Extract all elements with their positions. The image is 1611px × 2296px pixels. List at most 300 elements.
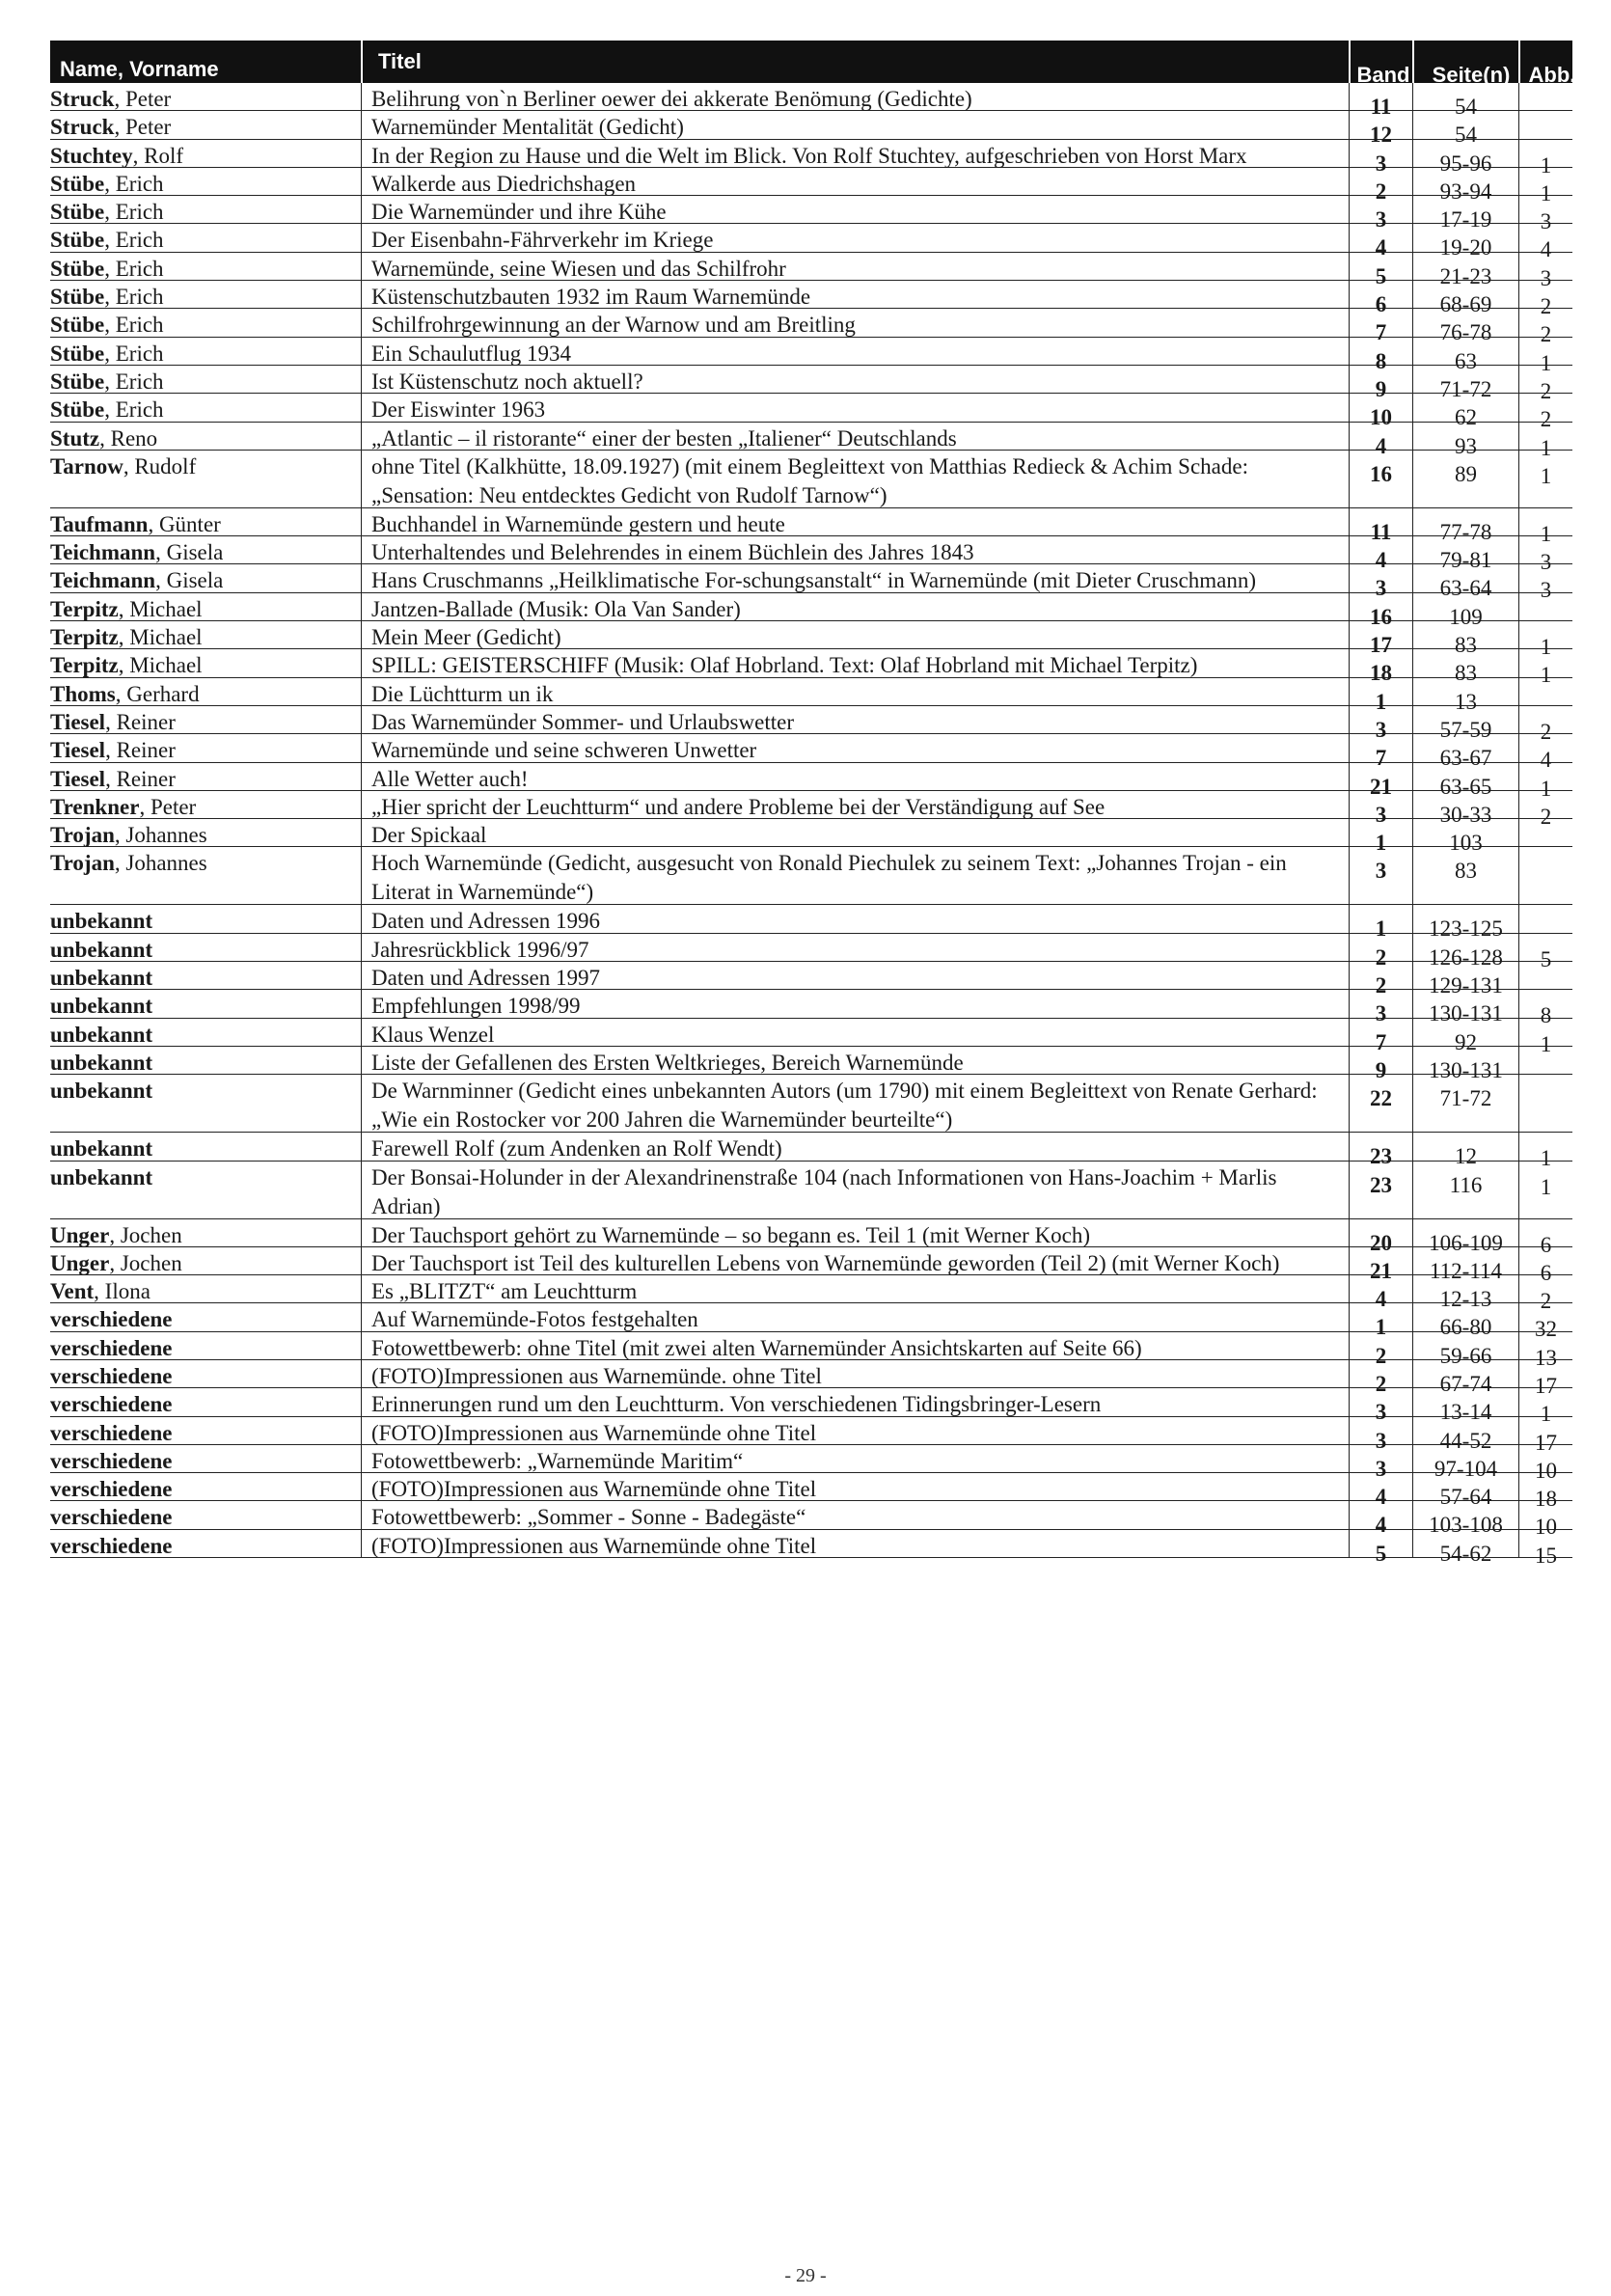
table-row	[50, 1501, 1572, 1540]
title-cell: „Atlantic – il ristorante“ einer der besten „Italiener“ Deutschlands	[361, 423, 1345, 450]
author-surname: Tiesel	[50, 766, 106, 791]
author-cell	[50, 224, 359, 251]
pages-cell: 13	[1412, 678, 1518, 705]
author-cell	[50, 1530, 359, 1557]
title-cell: Farewell Rolf (zum Andenken an Rolf Wendt)	[361, 1133, 1345, 1160]
band-cell: 23	[1349, 1133, 1412, 1160]
title-cell: Daten und Adressen 1996	[361, 905, 1345, 932]
author-surname: Tiesel	[50, 738, 106, 763]
author-surname: verschiedene	[50, 1363, 173, 1388]
table-row	[50, 905, 1572, 942]
title-cell: Ist Küstenschutz noch aktuell?	[361, 366, 1345, 393]
author-cell	[50, 536, 359, 563]
band-cell: 17	[1349, 621, 1412, 648]
band-cell: 22	[1349, 1075, 1412, 1132]
header-name: Name, Vorname	[60, 57, 219, 81]
table-row	[50, 1388, 1572, 1427]
author-firstname: , Erich	[104, 228, 164, 253]
figures-cell: 1	[1518, 1388, 1572, 1415]
table-row	[50, 962, 1572, 998]
band-cell: 9	[1349, 1047, 1412, 1074]
title-cell: Ein Schaulutflug 1934	[361, 338, 1345, 365]
author-firstname: , Erich	[104, 171, 164, 196]
author-cell	[50, 934, 359, 961]
title-cell: Der Eiswinter 1963	[361, 394, 1345, 421]
table-row	[50, 791, 1572, 829]
title-cell: Fotowettbewerb: ohne Titel (mit zwei alten Warnemünder Ansichtskarten auf Seite 66)	[361, 1332, 1345, 1359]
pages-cell: 109	[1412, 593, 1518, 620]
title-cell: Jahresrückblick 1996/97	[361, 934, 1345, 961]
author-cell	[50, 196, 359, 223]
figures-cell: 2	[1518, 791, 1572, 818]
band-cell: 4	[1349, 1473, 1412, 1500]
author-firstname: , Gisela	[155, 568, 224, 593]
author-firstname: , Jochen	[109, 1222, 182, 1247]
figures-cell	[1518, 678, 1572, 705]
band-cell: 18	[1349, 649, 1412, 676]
title-cell: Schilfrohrgewinnung an der Warnow und am Breitling	[361, 309, 1345, 336]
author-cell	[50, 1388, 359, 1415]
title-cell: Der Tauchsport ist Teil des kulturellen Lebens von Warnemünde geworden (Teil 2) (mit Werner Koch)	[361, 1247, 1345, 1274]
author-surname: unbekannt	[50, 1050, 153, 1075]
pages-cell: 93	[1412, 423, 1518, 450]
figures-cell: 17	[1518, 1417, 1572, 1444]
author-surname: Vent	[50, 1279, 95, 1304]
author-cell	[50, 111, 359, 138]
author-cell	[50, 1303, 359, 1330]
author-surname: Struck	[50, 115, 115, 140]
figures-cell: 2	[1518, 366, 1572, 393]
figures-cell: 3	[1518, 536, 1572, 563]
author-cell	[50, 1473, 359, 1500]
author-surname: Stübe	[50, 256, 105, 281]
band-cell: 4	[1349, 1501, 1412, 1528]
table-row	[50, 536, 1572, 575]
pages-cell: 123-125	[1412, 905, 1518, 932]
author-surname: Stuchtey	[50, 143, 133, 168]
title-cell: Empfehlungen 1998/99	[361, 990, 1345, 1017]
band-cell: 2	[1349, 934, 1412, 961]
band-cell: 4	[1349, 1275, 1412, 1302]
figures-cell: 2	[1518, 706, 1572, 733]
pages-cell: 30-33	[1412, 791, 1518, 818]
page-number: - 29 -	[784, 2265, 827, 2286]
author-surname: Terpitz	[50, 596, 119, 621]
header-divider	[1518, 41, 1520, 83]
title-cell: (FOTO)Impressionen aus Warnemünde ohne Titel	[361, 1530, 1345, 1557]
pages-cell: 83	[1412, 621, 1518, 648]
author-firstname: , Gisela	[155, 540, 224, 565]
figures-cell: 17	[1518, 1360, 1572, 1387]
author-firstname: , Erich	[104, 341, 164, 366]
title-cell: Fotowettbewerb: „Warnemünde Maritim“	[361, 1445, 1345, 1472]
band-cell: 11	[1349, 508, 1412, 535]
band-cell: 3	[1349, 1388, 1412, 1415]
author-cell	[50, 1332, 359, 1359]
author-firstname: , Michael	[118, 625, 203, 650]
author-cell	[50, 253, 359, 280]
band-cell: 3	[1349, 791, 1412, 818]
pages-cell: 97-104	[1412, 1445, 1518, 1472]
title-cell: Die Warnemünder und ihre Kühe	[361, 196, 1345, 223]
author-surname: Teichmann	[50, 540, 156, 565]
pages-cell: 79-81	[1412, 536, 1518, 563]
pages-cell: 19-20	[1412, 224, 1518, 251]
table-header	[50, 41, 1576, 87]
table-row	[50, 423, 1572, 460]
title-cell: Buchhandel in Warnemünde gestern und heute	[361, 508, 1345, 535]
table-row	[50, 366, 1572, 403]
pages-cell: 12-13	[1412, 1275, 1518, 1302]
title-cell: Daten und Adressen 1997	[361, 962, 1345, 989]
band-cell: 9	[1349, 366, 1412, 393]
author-cell	[50, 990, 359, 1017]
title-cell: Mein Meer (Gedicht)	[361, 621, 1345, 648]
band-cell: 3	[1349, 1445, 1412, 1472]
table-row	[50, 281, 1572, 319]
author-firstname: , Michael	[118, 596, 203, 621]
title-cell: De Warnminner (Gedicht eines unbekannten Autors (um 1790) mit einem Begleittext von Renate Gerhard: „Wie ein Rostocker vor 200 Jahren die Warnemünder beurteilte“)	[361, 1075, 1345, 1132]
table-row	[50, 168, 1572, 205]
band-cell: 2	[1349, 962, 1412, 989]
figures-cell: 13	[1518, 1332, 1572, 1359]
band-cell: 16	[1349, 593, 1412, 620]
figures-cell: 1	[1518, 140, 1572, 167]
author-firstname: , Rolf	[132, 143, 184, 168]
author-surname: unbekannt	[50, 966, 153, 991]
figures-cell	[1518, 111, 1572, 138]
author-cell	[50, 508, 359, 535]
band-cell: 1	[1349, 905, 1412, 932]
title-cell: Küstenschutzbauten 1932 im Raum Warnemünde	[361, 281, 1345, 308]
figures-cell: 32	[1518, 1303, 1572, 1330]
author-cell	[50, 1360, 359, 1387]
author-surname: Stübe	[50, 313, 105, 338]
figures-cell: 1	[1518, 168, 1572, 195]
figures-cell: 15	[1518, 1530, 1572, 1557]
band-cell: 7	[1349, 309, 1412, 336]
band-cell: 3	[1349, 990, 1412, 1017]
pages-cell: 95-96	[1412, 140, 1518, 167]
title-cell: Warnemünder Mentalität (Gedicht)	[361, 111, 1345, 138]
table-row	[50, 394, 1572, 432]
figures-cell: 1	[1518, 1162, 1572, 1218]
band-cell: 21	[1349, 1247, 1412, 1274]
author-firstname: , Gerhard	[115, 681, 200, 706]
band-cell: 21	[1349, 763, 1412, 790]
author-firstname: , Reno	[99, 425, 158, 451]
author-surname: Stübe	[50, 200, 105, 225]
author-surname: Struck	[50, 87, 115, 111]
pages-cell: 57-64	[1412, 1473, 1518, 1500]
band-cell: 10	[1349, 394, 1412, 421]
figures-cell: 2	[1518, 281, 1572, 308]
figures-cell: 10	[1518, 1445, 1572, 1472]
table-row	[50, 763, 1572, 801]
author-cell	[50, 1445, 359, 1472]
author-cell	[50, 791, 359, 818]
pages-cell: 71-72	[1412, 1075, 1518, 1132]
author-cell	[50, 1247, 359, 1274]
pages-cell: 63-67	[1412, 734, 1518, 761]
author-surname: verschiedene	[50, 1477, 173, 1502]
figures-cell: 1	[1518, 1133, 1572, 1160]
author-cell	[50, 1075, 359, 1132]
title-cell: Das Warnemünder Sommer- und Urlaubswetter	[361, 706, 1345, 733]
pages-cell: 112-114	[1412, 1247, 1518, 1274]
pages-cell: 106-109	[1412, 1219, 1518, 1246]
header-seite: Seite(n)	[1432, 63, 1511, 87]
header-divider	[361, 41, 363, 83]
author-surname: unbekannt	[50, 1164, 153, 1189]
author-cell	[50, 366, 359, 393]
figures-cell: 6	[1518, 1247, 1572, 1274]
author-surname: Terpitz	[50, 625, 119, 650]
table-row	[50, 111, 1572, 148]
table-row	[50, 1133, 1572, 1171]
author-firstname: , Erich	[104, 256, 164, 281]
pages-cell: 59-66	[1412, 1332, 1518, 1359]
author-firstname: , Peter	[114, 115, 172, 140]
table-row	[50, 649, 1572, 688]
band-cell: 7	[1349, 734, 1412, 761]
title-cell: Unterhaltendes und Belehrendes in einem Büchlein des Jahres 1843	[361, 536, 1345, 563]
author-cell	[50, 1501, 359, 1528]
author-surname: verschiedene	[50, 1505, 173, 1530]
table-row	[50, 1473, 1572, 1512]
author-firstname: , Günter	[148, 511, 221, 536]
author-cell	[50, 83, 359, 110]
pages-cell: 62	[1412, 394, 1518, 421]
pages-cell: 77-78	[1412, 508, 1518, 535]
author-surname: Trojan	[50, 851, 115, 876]
title-cell: (FOTO)Impressionen aus Warnemünde. ohne Titel	[361, 1360, 1345, 1387]
author-cell	[50, 593, 359, 620]
figures-cell	[1518, 962, 1572, 989]
figures-cell: 18	[1518, 1473, 1572, 1500]
figures-cell: 2	[1518, 1275, 1572, 1302]
author-surname: Terpitz	[50, 653, 119, 678]
title-cell: Die Lüchtturm un ik	[361, 678, 1345, 705]
title-cell: Erinnerungen rund um den Leuchtturm. Von verschiedenen Tidingsbringer-Lesern	[361, 1388, 1345, 1415]
band-cell: 1	[1349, 678, 1412, 705]
author-surname: unbekannt	[50, 937, 153, 962]
pages-cell: 130-131	[1412, 990, 1518, 1017]
author-cell	[50, 706, 359, 733]
author-firstname: , Ilona	[94, 1279, 150, 1304]
header-band: Band	[1356, 63, 1410, 87]
pages-cell: 83	[1412, 847, 1518, 904]
figures-cell: 6	[1518, 1219, 1572, 1246]
pages-cell: 67-74	[1412, 1360, 1518, 1387]
band-cell: 3	[1349, 1417, 1412, 1444]
figures-cell: 8	[1518, 990, 1572, 1017]
table-row	[50, 706, 1572, 744]
title-cell: Der Bonsai-Holunder in der Alexandrinenstraße 104 (nach Informationen von Hans-Joachim + Marlis Adrian)	[361, 1162, 1345, 1218]
author-cell	[50, 451, 359, 507]
title-cell: Fotowettbewerb: „Sommer - Sonne - Badegäste“	[361, 1501, 1345, 1528]
table-row	[50, 1162, 1572, 1219]
author-cell	[50, 1275, 359, 1302]
pages-cell: 54	[1412, 83, 1518, 110]
author-cell	[50, 281, 359, 308]
author-firstname: , Reiner	[105, 766, 176, 791]
author-firstname: , Rudolf	[123, 453, 197, 478]
title-cell: ohne Titel (Kalkhütte, 18.09.1927) (mit einem Begleittext von Matthias Redieck & Achim Schade: „Sensation: Neu entdecktes Gedicht von Rudolf Tarnow“)	[361, 451, 1345, 507]
author-cell	[50, 678, 359, 705]
figures-cell: 1	[1518, 763, 1572, 790]
title-cell: Der Eisenbahn-Fährverkehr im Kriege	[361, 224, 1345, 251]
table-row	[50, 451, 1572, 508]
author-surname: Stutz	[50, 425, 100, 451]
author-firstname: , Johannes	[114, 851, 207, 876]
table-row	[50, 224, 1572, 262]
author-cell	[50, 1133, 359, 1160]
table-row	[50, 990, 1572, 1028]
figures-cell: 3	[1518, 564, 1572, 591]
table-row	[50, 1360, 1572, 1398]
author-surname: verschiedene	[50, 1392, 173, 1417]
table-row	[50, 1219, 1572, 1257]
author-surname: Stübe	[50, 397, 105, 423]
pages-cell: 63-65	[1412, 763, 1518, 790]
band-cell: 5	[1349, 253, 1412, 280]
figures-cell: 1	[1518, 1019, 1572, 1046]
figures-cell: 1	[1518, 423, 1572, 450]
figures-cell: 3	[1518, 196, 1572, 223]
author-surname: unbekannt	[50, 1022, 153, 1047]
title-cell: Liste der Gefallenen des Ersten Weltkrieges, Bereich Warnemünde	[361, 1047, 1345, 1074]
author-surname: Trojan	[50, 823, 115, 848]
pages-cell: 68-69	[1412, 281, 1518, 308]
band-cell: 4	[1349, 224, 1412, 251]
author-surname: Tarnow	[50, 453, 123, 478]
figures-cell	[1518, 905, 1572, 932]
author-firstname: , Michael	[118, 653, 203, 678]
author-surname: Unger	[50, 1222, 110, 1247]
band-cell: 2	[1349, 168, 1412, 195]
table-row	[50, 593, 1572, 629]
header-titel: Titel	[378, 49, 422, 73]
figures-cell: 2	[1518, 394, 1572, 421]
author-surname: Teichmann	[50, 568, 156, 593]
title-cell: Belihrung von`n Berliner oewer dei akkerate Benömung (Gedichte)	[361, 83, 1345, 110]
author-firstname: , Erich	[104, 285, 164, 310]
pages-cell: 12	[1412, 1133, 1518, 1160]
author-cell	[50, 819, 359, 846]
author-cell	[50, 168, 359, 195]
band-cell: 7	[1349, 1019, 1412, 1046]
author-surname: unbekannt	[50, 1079, 153, 1104]
pages-cell: 126-128	[1412, 934, 1518, 961]
band-cell: 11	[1349, 83, 1412, 110]
author-cell	[50, 649, 359, 676]
header-divider	[1412, 41, 1414, 83]
figures-cell	[1518, 819, 1572, 846]
band-cell: 1	[1349, 1303, 1412, 1330]
title-cell: Jantzen-Ballade (Musik: Ola Van Sander)	[361, 593, 1345, 620]
author-cell	[50, 338, 359, 365]
figures-cell	[1518, 83, 1572, 110]
author-surname: Taufmann	[50, 511, 149, 536]
pages-cell: 92	[1412, 1019, 1518, 1046]
title-cell: „Hier spricht der Leuchtturm“ und andere Probleme bei der Verständigung auf See	[361, 791, 1345, 818]
figures-cell: 1	[1518, 451, 1572, 507]
author-cell	[50, 905, 359, 932]
author-firstname: , Reiner	[105, 709, 176, 734]
band-cell: 6	[1349, 281, 1412, 308]
figures-cell: 4	[1518, 224, 1572, 251]
table-row	[50, 1530, 1572, 1568]
author-firstname: , Jochen	[109, 1250, 182, 1275]
table-row	[50, 1275, 1572, 1314]
author-surname: Trenkner	[50, 794, 140, 819]
table-row	[50, 1445, 1572, 1483]
pages-cell: 83	[1412, 649, 1518, 676]
pages-cell: 66-80	[1412, 1303, 1518, 1330]
title-cell: (FOTO)Impressionen aus Warnemünde ohne Titel	[361, 1473, 1345, 1500]
band-cell: 4	[1349, 423, 1412, 450]
figures-cell: 5	[1518, 934, 1572, 961]
author-firstname: , Erich	[104, 313, 164, 338]
figures-cell: 1	[1518, 508, 1572, 535]
author-cell	[50, 309, 359, 336]
author-cell	[50, 1219, 359, 1246]
table-row	[50, 140, 1572, 178]
author-surname: Stübe	[50, 171, 105, 196]
band-cell: 1	[1349, 819, 1412, 846]
author-surname: verschiedene	[50, 1307, 173, 1332]
table-row	[50, 196, 1572, 234]
figures-cell	[1518, 593, 1572, 620]
band-cell: 5	[1349, 1530, 1412, 1557]
author-surname: verschiedene	[50, 1448, 173, 1473]
band-cell: 12	[1349, 111, 1412, 138]
title-cell: Hans Cruschmanns „Heilklimatische For-schungsanstalt“ in Warnemünde (mit Dieter Cruschmann)	[361, 564, 1345, 591]
author-firstname: , Reiner	[105, 738, 176, 763]
author-surname: Unger	[50, 1250, 110, 1275]
band-cell: 20	[1349, 1219, 1412, 1246]
pages-cell: 103	[1412, 819, 1518, 846]
band-cell: 8	[1349, 338, 1412, 365]
author-surname: Tiesel	[50, 709, 106, 734]
author-firstname: , Peter	[139, 794, 197, 819]
table-row	[50, 934, 1572, 971]
table-row	[50, 1303, 1572, 1342]
pages-cell: 89	[1412, 451, 1518, 507]
table-row	[50, 1332, 1572, 1370]
table-row	[50, 83, 1572, 119]
pages-cell: 63-64	[1412, 564, 1518, 591]
pages-cell: 54	[1412, 111, 1518, 138]
author-surname: unbekannt	[50, 1136, 153, 1162]
title-cell: Hoch Warnemünde (Gedicht, ausgesucht von Ronald Piechulek zu seinem Text: „Johannes Trojan - ein Literat in Warnemünde“)	[361, 847, 1345, 904]
pages-cell: 54-62	[1412, 1530, 1518, 1557]
pages-cell: 21-23	[1412, 253, 1518, 280]
table-row	[50, 338, 1572, 375]
title-cell: Der Spickaal	[361, 819, 1345, 846]
band-cell: 3	[1349, 847, 1412, 904]
pages-cell: 71-72	[1412, 366, 1518, 393]
pages-cell: 63	[1412, 338, 1518, 365]
table-row	[50, 1047, 1572, 1082]
pages-cell: 130-131	[1412, 1047, 1518, 1074]
table-row	[50, 309, 1572, 347]
author-surname: unbekannt	[50, 994, 153, 1019]
title-cell: Warnemünde und seine schweren Unwetter	[361, 734, 1345, 761]
header-divider	[1349, 41, 1351, 83]
pages-cell: 13-14	[1412, 1388, 1518, 1415]
